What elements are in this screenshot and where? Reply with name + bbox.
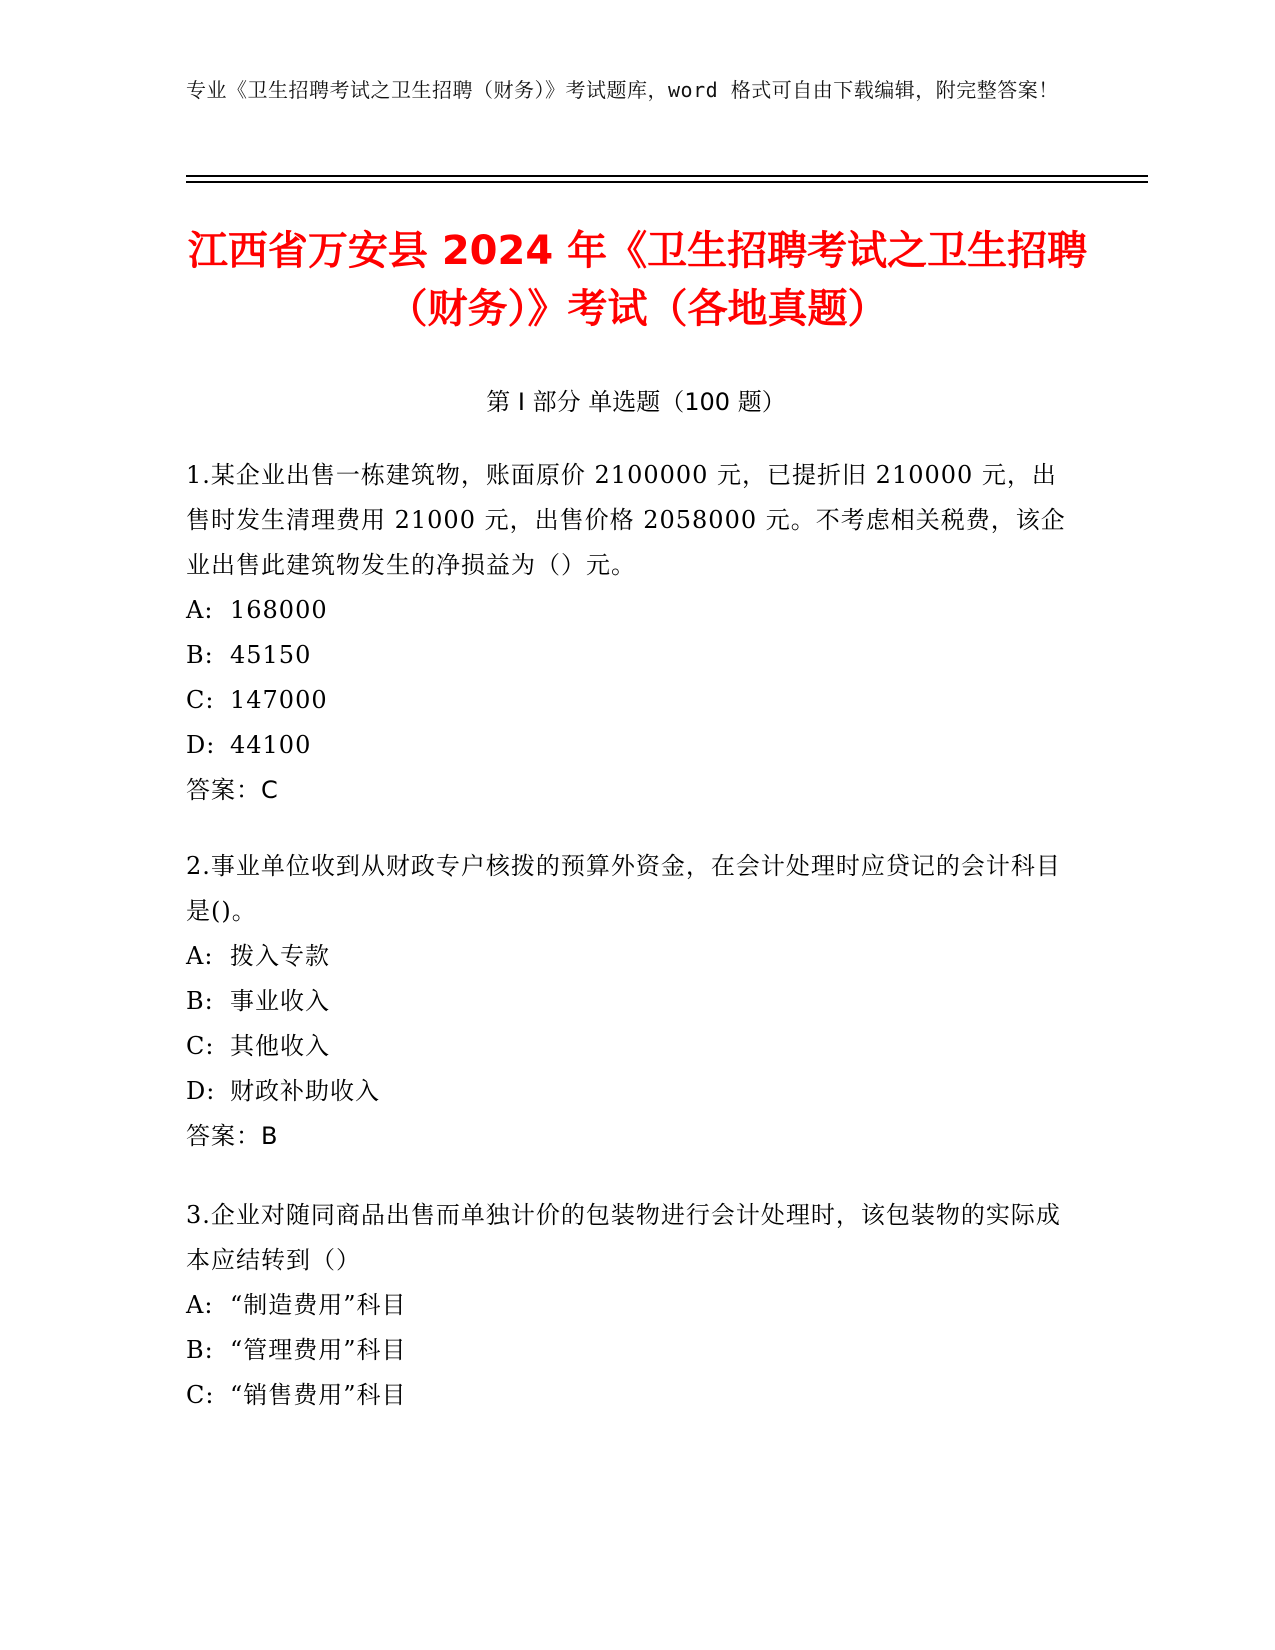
- option-letter: B:: [186, 641, 214, 669]
- option-text: 其他收入: [230, 1032, 330, 1060]
- question-2: [186, 844, 1066, 1159]
- question-stem: 2.事业单位收到从财政专户核拨的预算外资金，在会计处理时应贷记的会计科目是()。: [186, 852, 1061, 925]
- header-divider-top: [186, 175, 1148, 177]
- option-text: 财政补助收入: [230, 1077, 380, 1105]
- option-a: [186, 1283, 1066, 1328]
- option-text: 168000: [230, 596, 328, 624]
- question-3: [186, 1193, 1066, 1418]
- section-title: 第 I 部分 单选题（100 题）: [486, 388, 786, 416]
- option-letter: D:: [186, 1077, 216, 1105]
- option-b: [186, 979, 1066, 1024]
- document-title: 江西省万安县 2024 年《卫生招聘考试之卫生招聘（财务）》考试（各地真题）: [187, 228, 1088, 332]
- option-letter: B:: [186, 1336, 214, 1364]
- option-d: [186, 723, 1066, 768]
- question-stem: 3.企业对随同商品出售而单独计价的包装物进行会计处理时，该包装物的实际成本应结转到（）: [186, 1201, 1061, 1274]
- option-c: [186, 678, 1066, 723]
- answer: 答案：B: [186, 1122, 279, 1150]
- option-c: [186, 1024, 1066, 1069]
- option-letter: A:: [186, 1291, 214, 1319]
- option-text: 拨入专款: [230, 942, 330, 970]
- option-c: [186, 1373, 1066, 1418]
- option-text: “制造费用”科目: [230, 1291, 407, 1319]
- header-divider-bottom: [186, 181, 1148, 183]
- option-letter: B:: [186, 987, 214, 1015]
- header-note: 专业《卫生招聘考试之卫生招聘（财务）》考试题库，word 格式可自由下载编辑，附完整答案！: [186, 78, 1059, 102]
- option-text: 44100: [230, 731, 312, 759]
- option-letter: A:: [186, 596, 214, 624]
- option-text: 45150: [230, 641, 312, 669]
- option-letter: A:: [186, 942, 214, 970]
- answer: 答案：C: [186, 776, 279, 804]
- option-letter: C:: [186, 686, 215, 714]
- option-letter: C:: [186, 1032, 215, 1060]
- question-1: [186, 453, 1066, 813]
- option-letter: C:: [186, 1381, 215, 1409]
- option-d: [186, 1069, 1066, 1114]
- option-letter: D:: [186, 731, 216, 759]
- option-b: [186, 1328, 1066, 1373]
- option-a: [186, 934, 1066, 979]
- option-b: [186, 633, 1066, 678]
- option-a: [186, 588, 1066, 633]
- option-text: 147000: [230, 686, 328, 714]
- question-stem: 1.某企业出售一栋建筑物，账面原价 2100000 元，已提折旧 210000 元，出售时发生清理费用 21000 元，出售价格 2058000 元。不考虑相关税费，该企业出售此建筑物发生的净损益为（）元。: [186, 461, 1066, 579]
- option-text: 事业收入: [230, 987, 330, 1015]
- option-text: “管理费用”科目: [230, 1336, 407, 1364]
- option-text: “销售费用”科目: [230, 1381, 407, 1409]
